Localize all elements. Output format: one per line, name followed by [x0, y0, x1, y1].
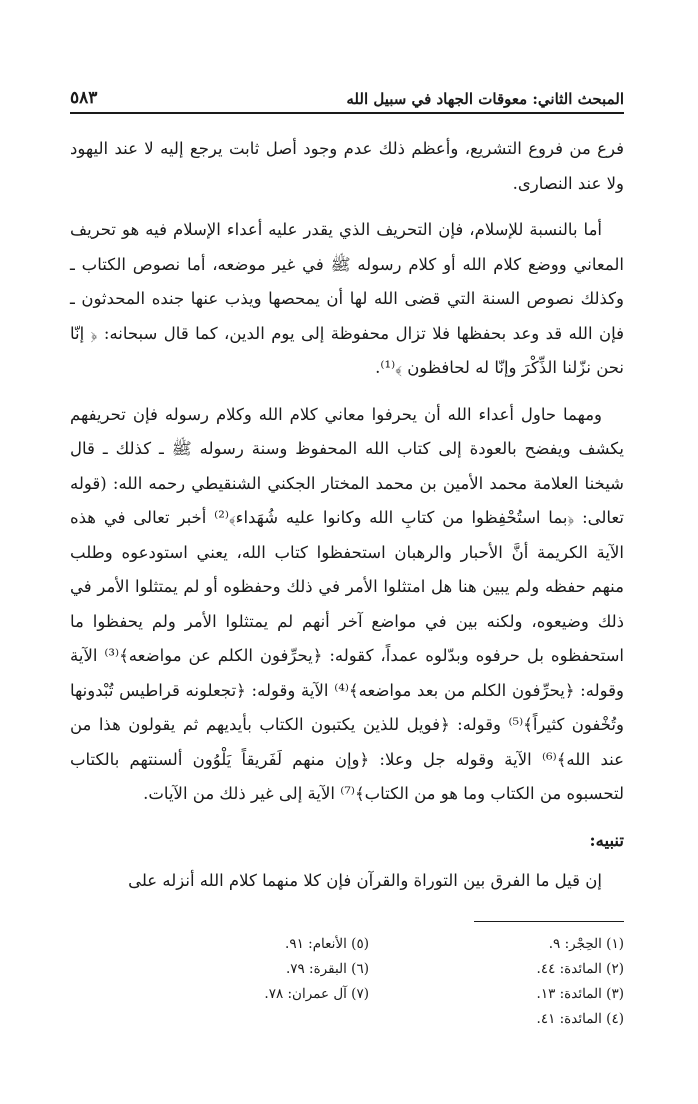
- running-header: [70, 88, 624, 114]
- main-text: [70, 132, 624, 899]
- paragraph: فرع من فروع التشريع، وأعظم ذلك عدم وجود أصل ثابت يرجع إليه لا عند اليهود ولا عند النصارى.: [70, 139, 624, 193]
- paragraph: إن قيل ما الفرق بين التوراة والقرآن فإن كلا منهما كلام الله أنزله على: [128, 871, 602, 890]
- footnote: (٧) آل عمران: ٧٨.: [264, 985, 369, 1002]
- footnote: (٦) البقرة: ٧٩.: [285, 960, 369, 977]
- footnotes: [144, 932, 624, 1032]
- note-heading: تنبيه:: [589, 830, 624, 850]
- footnote: (٣) المائدة: ١٣.: [536, 985, 624, 1002]
- chapter-title: المبحث الثاني: معوقات الجهاد في سبيل الله: [346, 90, 624, 108]
- page-number: ٥٨٣: [70, 88, 98, 108]
- footnote: (٤) المائدة: ٤١.: [536, 1010, 624, 1027]
- page: [70, 88, 624, 1032]
- footnote-separator: [474, 921, 624, 922]
- footnote: (٢) المائدة: ٤٤.: [536, 960, 624, 977]
- footnote: (١) الحِجْر: ٩.: [548, 935, 624, 952]
- paragraph: ومهما حاول أعداء الله أن يحرفوا معاني كلام الله وكلام رسوله فإن تحريفهم يكشف ويفضح بالعودة إلى كتاب الله المحفوظ وسنة رسوله ﷺ ـ كذلك ـ قال شيخنا العلامة محمد الأمين بن محمد المختار الجكني الشنقيطي رحمه الله: (قوله تعالى: ﴿بما استُحْفِظوا من كتابِ الله وكانوا عليه شُهَداء﴾⁽²⁾ أخبر تعالى في هذه الآية الكريمة أنَّ الأحبار والرهبان استحفظوا كتاب الله، يعني استودعوه وطلب منهم حفظه ولم يبين هنا هل امتثلوا الأمر في ذلك وحفظوه أو لم يمتثلوا الأمر في ذلك وضيعوه، ولكنه بين في مواضع آخر أنهم لم يمتثلوا الأمر ولم يحفظوا ما استحفظوه بل حرفوه وبدّلوه عمداً، كقوله: ﴿يحرِّفون الكلم عن مواضعه﴾⁽³⁾ الآية وقوله: ﴿يحرِّفون الكلم من بعد مواضعه﴾⁽⁴⁾ الآية وقوله: ﴿تجعلونه قراطيس تُبْدونها وتُخْفون كثيراً﴾⁽⁵⁾ وقوله: ﴿فويل للذين يكتبون الكتاب بأيديهم ثم يقولون هذا من عند الله﴾⁽⁶⁾ الآية وقوله جل وعلا: ﴿وإن منهم لَفَريقاً يَلْوُون ألسنتهم بالكتاب لتحسبوه من الكتاب وما هو من الكتاب﴾⁽⁷⁾ الآية إلى غير ذلك من الآيات.: [70, 404, 625, 803]
- paragraph: أما بالنسبة للإسلام، فإن التحريف الذي يقدر عليه أعداء الإسلام فيه هو تحريف المعاني ووضع كلام الله أو كلام رسوله ﷺ في غير موضعه، أما نصوص الكتاب ـ وكذلك نصوص السنة التي قضى الله لها أن يمحصها ويذب عنها جنده المحدثون ـ فإن الله قد وعد بحفظها فلا تزال محفوظة إلى يوم الدين، كما قال سبحانه: ﴿ إنّا نحن نزّلنا الذِّكْرَ وإنّا له لحافظون ﴾⁽¹⁾.: [70, 220, 624, 377]
- footnote: (٥) الأنعام: ٩١.: [285, 935, 369, 952]
